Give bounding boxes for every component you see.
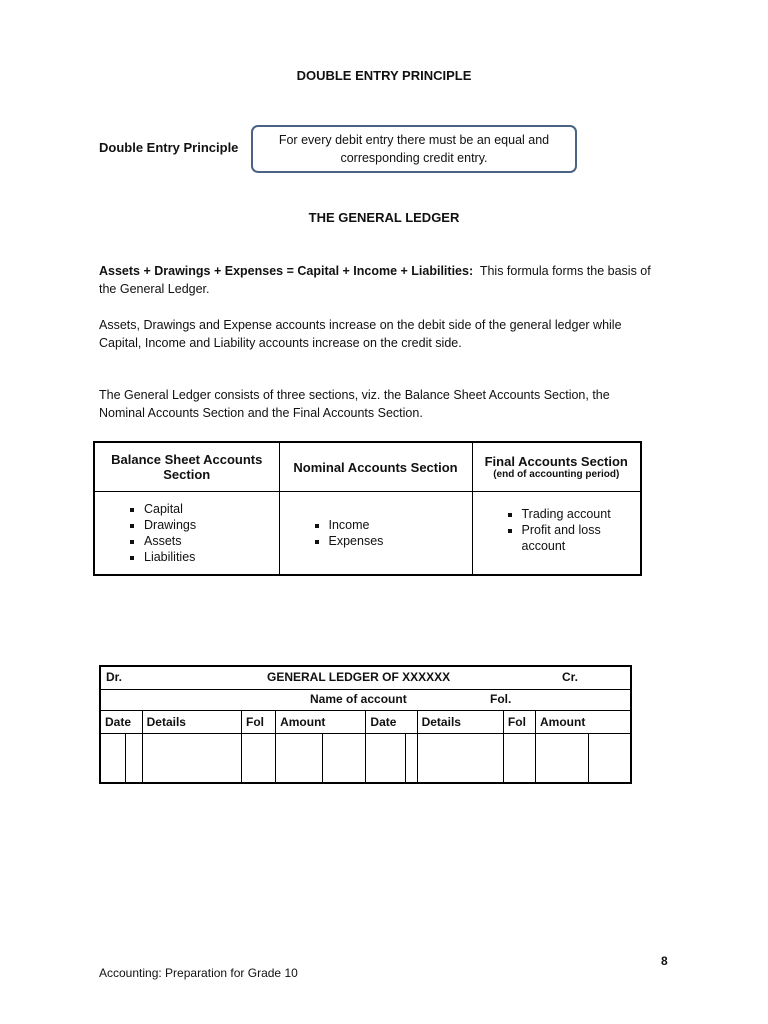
sections-paragraph: The General Ledger consists of three sections, viz. the Balance Sheet Accounts Section, the Nominal Accounts Section and the Final Accounts Section. <box>99 388 610 420</box>
column-header: Amount <box>536 711 631 733</box>
page-title: DOUBLE ENTRY PRINCIPLE <box>296 68 472 83</box>
list-item: ▪ Assets <box>144 533 278 549</box>
ledger-account-row <box>100 690 631 711</box>
ledger-title: GENERAL LEDGER OF XXXXXX <box>267 670 451 684</box>
list-item: ▪ Expenses <box>329 533 471 549</box>
ledger-entry-row <box>100 733 631 783</box>
entry-cell <box>125 733 142 783</box>
final-accounts-header <box>472 442 641 492</box>
list-item: ▪ Trading account <box>522 506 640 522</box>
column-header: Fol <box>503 711 535 733</box>
entry-cell <box>323 733 366 783</box>
balance-sheet-header: Balance Sheet Accounts Section <box>94 442 279 492</box>
page-footer: Accounting: Preparation for Grade 10 <box>99 966 298 980</box>
debit-label: Dr. <box>106 670 123 684</box>
column-header: Amount <box>276 711 366 733</box>
list-item: ▪ Liabilities <box>144 549 278 565</box>
final-accounts-subtitle: (end of accounting period) <box>493 468 620 480</box>
entry-cell <box>589 733 631 783</box>
ledger-heading: THE GENERAL LEDGER <box>308 210 460 225</box>
final-accounts-items <box>472 492 641 576</box>
column-header: Date <box>366 711 417 733</box>
entry-cell <box>366 733 405 783</box>
entry-cell <box>276 733 323 783</box>
ledger-sections-table <box>93 441 642 576</box>
column-header: Details <box>142 711 241 733</box>
column-header: Fol <box>241 711 275 733</box>
list-item: ▪ Income <box>329 517 471 533</box>
general-ledger-template <box>99 665 632 784</box>
column-header: Date <box>100 711 142 733</box>
nominal-items <box>279 492 472 576</box>
entry-cell <box>241 733 275 783</box>
formula-paragraph <box>99 262 664 298</box>
column-header: Details <box>417 711 503 733</box>
table-row <box>94 492 641 576</box>
balance-sheet-items <box>94 492 279 576</box>
ledger-header-row <box>100 711 631 733</box>
list-item: ▪ Drawings <box>144 517 278 533</box>
principle-definition-box <box>251 125 577 173</box>
entry-cell <box>417 733 503 783</box>
principle-label: Double Entry Principle <box>99 140 239 155</box>
formula-text: Assets + Drawings + Expenses = Capital + Income + Liabilities: <box>99 264 474 278</box>
entry-cell <box>536 733 589 783</box>
entry-cell <box>142 733 241 783</box>
entry-cell <box>100 733 125 783</box>
page-number: 8 <box>661 954 668 968</box>
account-name-label: Name of account <box>310 692 407 707</box>
formula-description: This formula forms the basis of the General Ledger. <box>99 264 651 296</box>
table-header-row <box>94 442 641 492</box>
increase-paragraph: Assets, Drawings and Expense accounts increase on the debit side of the general ledger while Capital, Income and Liability accounts increase on the credit side. <box>99 318 622 350</box>
list-item: ▪ Capital <box>144 501 278 517</box>
principle-text: For every debit entry there must be an equal and corresponding credit entry. <box>278 133 550 165</box>
entry-cell <box>503 733 535 783</box>
folio-label: Fol. <box>490 692 512 707</box>
entry-cell <box>405 733 417 783</box>
nominal-header: Nominal Accounts Section <box>279 442 472 492</box>
ledger-title-row <box>100 666 631 690</box>
final-accounts-title: Final Accounts Section <box>484 453 628 469</box>
list-item: ▪ Profit and loss account <box>522 522 640 554</box>
credit-label: Cr. <box>562 670 579 684</box>
